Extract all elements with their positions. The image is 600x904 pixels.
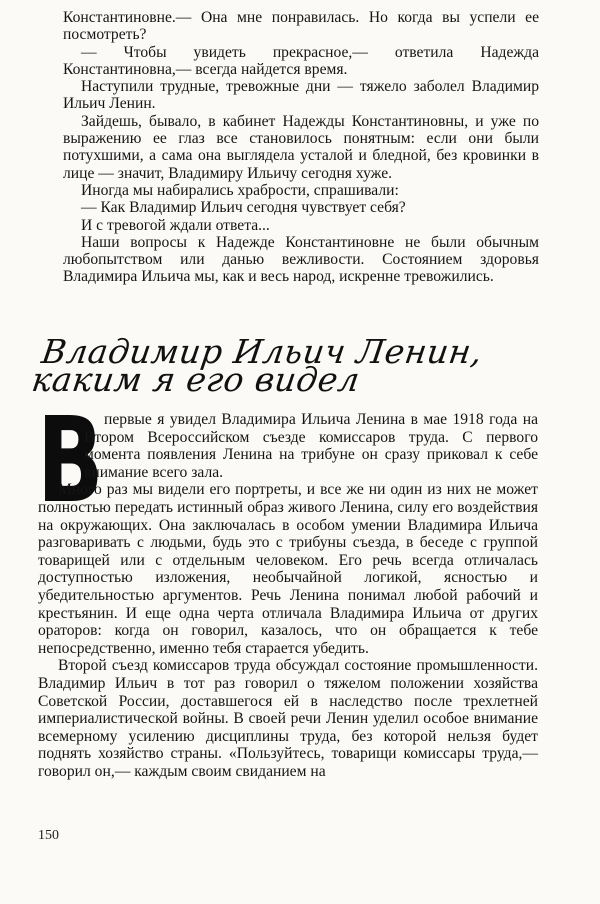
preceding-text-block (63, 9, 539, 286)
paragraph: Зайдешь, бывало, в кабинет Надежды Константиновны, и уже по выражению ее глаз все становилось понятным: если они были потухшими, а сама она выглядела усталой и бледной, без кровинки в лице — значит, Владимиру Ильичу сегодня хуже. (63, 112, 539, 182)
page-number: 150 (38, 828, 59, 843)
chapter-body (37, 391, 538, 780)
paragraph: Наши вопросы к Надежде Константиновне не были обычным любопытством или данью вежливости. Состоянием здоровья Владимира Ильича мы, как и весь народ, искренне тревожились. (63, 233, 539, 286)
dialogue-line: — Чтобы увидеть прекрасное,— ответила Надежда Константиновна,— всегда найдется время. (63, 43, 539, 78)
paragraph: Много раз мы видели его портреты, и все же ни один из них не может полностью передать истинный образ живого Ленина, силу его воздействия на окружающих. Она заключалась в особом умении Владимира Ильича разговаривать с людьми, будь это с трибуны съезда, в беседе с группой товарищей или с отдельным человеком. Его речь всегда отличалась доступностью изложения, необычайной логикой, ясностью и убедительностью аргументов. Речь Ленина понимал любой рабочий и крестьянин. И еще одна черта отличала Владимира Ильича от других ораторов: когда он говорил, казалось, что он обращается к тебе непосредственно, именно тебя старается убедить. (38, 481, 538, 657)
dialogue-line: — Как Владимир Ильич сегодня чувствует себя? (81, 199, 406, 217)
paragraph: Константиновне.— Она мне понравилась. Но когда вы успели ее посмотреть? (63, 9, 539, 44)
paragraph: Иногда мы набирались храбрости, спрашивали: (81, 181, 399, 199)
paragraph: Второй съезд комиссаров труда обсуждал состояние промышленности. Владимир Ильич в тот раз говорил о тяжелом положении хозяйства Советской России, доставшегося ей в наследство после трехлетней империалистической войны. В своей речи Ленин уделил особое внимание всемерному усилению дисциплины труда, без которой нельзя будет поднять хозяйство страны. «Пользуйтесь, товарищи комиссары труда,— говорил он,— каждым своим свиданием на (38, 657, 538, 780)
opening-paragraph: первые я увидел Владимира Ильича Ленина в мае 1918 года на Втором Всероссийском съезде комиссаров труда. С первого момента появления Ленина на трибуне он сразу приковал к себе внимание всего зала. (84, 411, 538, 481)
chapter-title (29, 332, 514, 399)
paragraph: И с тревогой ждали ответа... (81, 216, 270, 234)
drop-cap-letter: В (37, 391, 104, 529)
chapter-title-line-1: Владимир Ильич Ленин, (39, 332, 485, 371)
chapter-title-line-2: каким я его видел (29, 360, 363, 399)
paragraph: Наступили трудные, тревожные дни — тяжело заболел Владимир Ильич Ленин. (63, 78, 539, 113)
